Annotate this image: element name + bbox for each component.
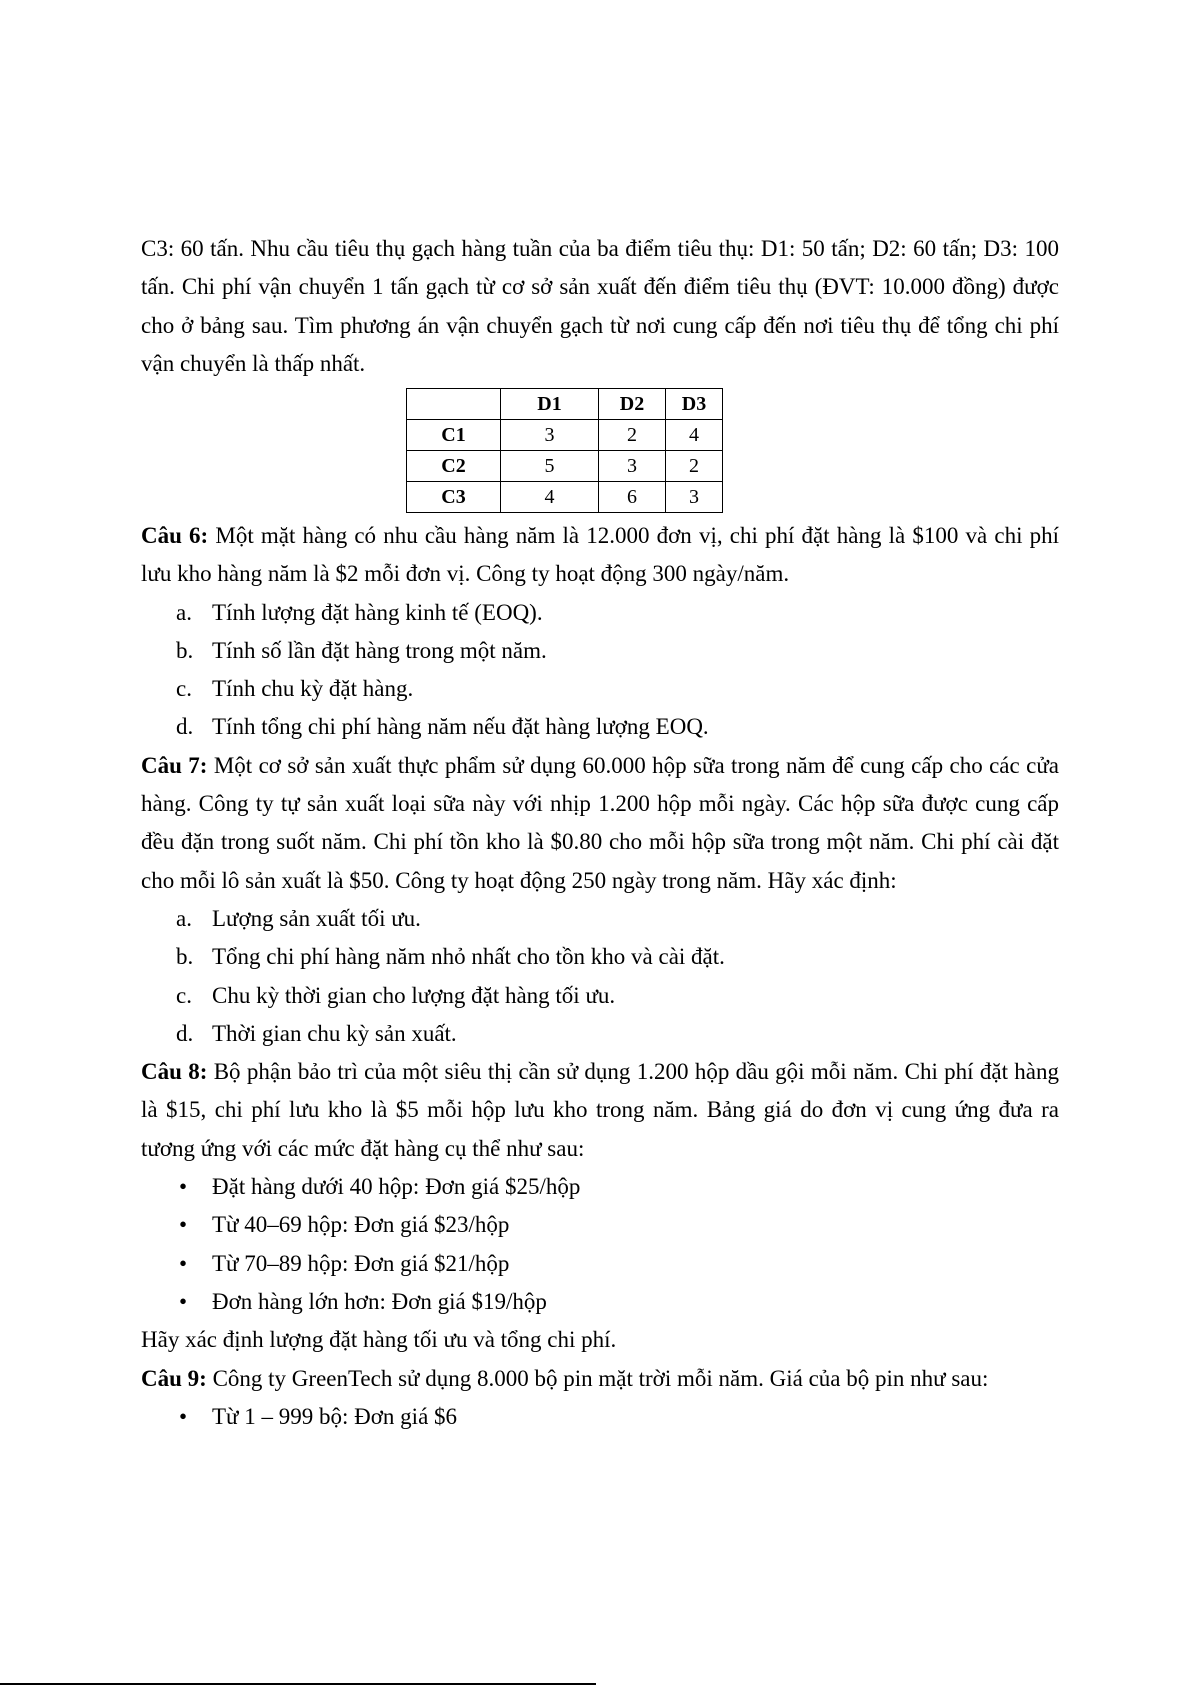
question-text: Một mặt hàng có nhu cầu hàng năm là 12.000 đơn vị, chi phí đặt hàng là $100 và chi phí lưu kho hàng năm là $2 mỗi đơn vị. Công ty hoạt động 300 ngày/năm. xyxy=(141,523,1060,587)
bullet-text: Đơn hàng lớn hơn: Đơn giá $19/hộp xyxy=(212,1288,547,1314)
bullet-item xyxy=(141,1245,1059,1283)
list-item xyxy=(141,938,1059,976)
row-header: C3 xyxy=(407,482,501,513)
bullet-item xyxy=(141,1168,1059,1206)
bullet-item xyxy=(141,1206,1059,1244)
list-marker: a. xyxy=(176,905,192,931)
bullet-item xyxy=(141,1283,1059,1321)
table-corner-cell xyxy=(407,389,501,420)
table-cell: 4 xyxy=(501,482,599,513)
list-text: Tính tổng chi phí hàng năm nếu đặt hàng lượng EOQ. xyxy=(212,714,709,740)
bullet-item xyxy=(141,1398,1059,1436)
question-label: Câu 7: xyxy=(141,752,208,778)
intro-paragraph: C3: 60 tấn. Nhu cầu tiêu thụ gạch hàng tuần của ba điểm tiêu thụ: D1: 50 tấn; D2: 60 tấn; D3: 100 tấn. Chi phí vận chuyển 1 tấn gạch từ cơ sở sản xuất đến điểm tiêu thụ (ĐVT: 10.000 đồng) được cho ở bảng sau. Tìm phương án vận chuyển gạch từ nơi cung cấp đến nơi tiêu thụ để tổng chi phí vận chuyển là thấp nhất. xyxy=(141,236,1059,376)
list-marker: b. xyxy=(176,944,194,970)
table-cell: 3 xyxy=(501,420,599,451)
question-6 xyxy=(141,517,1059,594)
bullet-icon: • xyxy=(179,1174,188,1200)
question-7 xyxy=(141,747,1059,900)
list-marker: d. xyxy=(176,1020,194,1046)
list-item xyxy=(141,708,1059,746)
list-text: Tính số lần đặt hàng trong một năm. xyxy=(212,637,547,663)
list-item xyxy=(141,670,1059,708)
table-header-row xyxy=(407,389,723,420)
table-cell: 4 xyxy=(666,420,723,451)
bullet-text: Từ 1 – 999 bộ: Đơn giá $6 xyxy=(212,1403,458,1429)
list-text: Thời gian chu kỳ sản xuất. xyxy=(212,1020,457,1046)
list-text: Chu kỳ thời gian cho lượng đặt hàng tối ưu. xyxy=(212,982,616,1008)
table-cell: 5 xyxy=(501,451,599,482)
list-marker: c. xyxy=(176,982,192,1008)
table-cell: 3 xyxy=(666,482,723,513)
list-item xyxy=(141,632,1059,670)
question-9 xyxy=(141,1360,1059,1398)
list-marker: d. xyxy=(176,714,194,740)
table-cell: 2 xyxy=(599,420,666,451)
table-cell: 6 xyxy=(599,482,666,513)
list-text: Tổng chi phí hàng năm nhỏ nhất cho tồn kho và cài đặt. xyxy=(212,944,725,970)
table-row xyxy=(407,420,723,451)
list-text: Lượng sản xuất tối ưu. xyxy=(212,905,421,931)
column-header: D1 xyxy=(501,389,599,420)
list-marker: a. xyxy=(176,599,192,625)
bullet-icon: • xyxy=(179,1250,188,1276)
question-text: Bộ phận bảo trì của một siêu thị cần sử dụng 1.200 hộp dầu gội mỗi năm. Chi phí đặt hàng là $15, chi phí lưu kho là $5 mỗi hộp lưu kho trong năm. Bảng giá do đơn vị cung ứng đưa ra tương ứng với các mức đặt hàng cụ thể như sau: xyxy=(141,1059,1060,1161)
question-text: Một cơ sở sản xuất thực phẩm sử dụng 60.000 hộp sữa trong năm để cung cấp cho các cửa hàng. Công ty tự sản xuất loại sữa này với nhịp 1.200 hộp mỗi ngày. Các hộp sữa được cung cấp đều đặn trong suốt năm. Chi phí tồn kho là $0.80 cho mỗi hộp sữa trong một năm. Chi phí cài đặt cho mỗi lô sản xuất là $50. Công ty hoạt động 250 ngày trong năm. Hãy xác định: xyxy=(141,752,1059,893)
bullet-icon: • xyxy=(179,1403,188,1429)
list-marker: b. xyxy=(176,637,194,663)
row-header: C1 xyxy=(407,420,501,451)
bullet-icon: • xyxy=(179,1212,188,1238)
table-row xyxy=(407,482,723,513)
list-item xyxy=(141,594,1059,632)
row-header: C2 xyxy=(407,451,501,482)
question-label: Câu 8: xyxy=(141,1059,208,1085)
question-8 xyxy=(141,1053,1059,1168)
questions-section xyxy=(141,517,1059,1436)
question-label: Câu 9: xyxy=(141,1365,207,1391)
question-text: Công ty GreenTech sử dụng 8.000 bộ pin mặt trời mỗi năm. Giá của bộ pin như sau: xyxy=(206,1365,989,1391)
intro-section xyxy=(141,230,1059,383)
bullet-text: Từ 40–69 hộp: Đơn giá $23/hộp xyxy=(212,1212,510,1238)
transport-cost-table xyxy=(406,388,723,513)
bullet-text: Đặt hàng dưới 40 hộp: Đơn giá $25/hộp xyxy=(212,1174,581,1200)
bullet-icon: • xyxy=(179,1288,188,1314)
list-item xyxy=(141,900,1059,938)
list-item xyxy=(141,977,1059,1015)
list-item xyxy=(141,1015,1059,1053)
list-text: Tính chu kỳ đặt hàng. xyxy=(212,676,414,702)
question-8-closing: Hãy xác định lượng đặt hàng tối ưu và tổng chi phí. xyxy=(141,1327,617,1353)
column-header: D2 xyxy=(599,389,666,420)
bullet-text: Từ 70–89 hộp: Đơn giá $21/hộp xyxy=(212,1250,510,1276)
list-marker: c. xyxy=(176,676,192,702)
table-cell: 3 xyxy=(599,451,666,482)
question-label: Câu 6: xyxy=(141,523,209,548)
column-header: D3 xyxy=(666,389,723,420)
list-text: Tính lượng đặt hàng kinh tế (EOQ). xyxy=(212,599,543,625)
table-cell: 2 xyxy=(666,451,723,482)
table-row xyxy=(407,451,723,482)
